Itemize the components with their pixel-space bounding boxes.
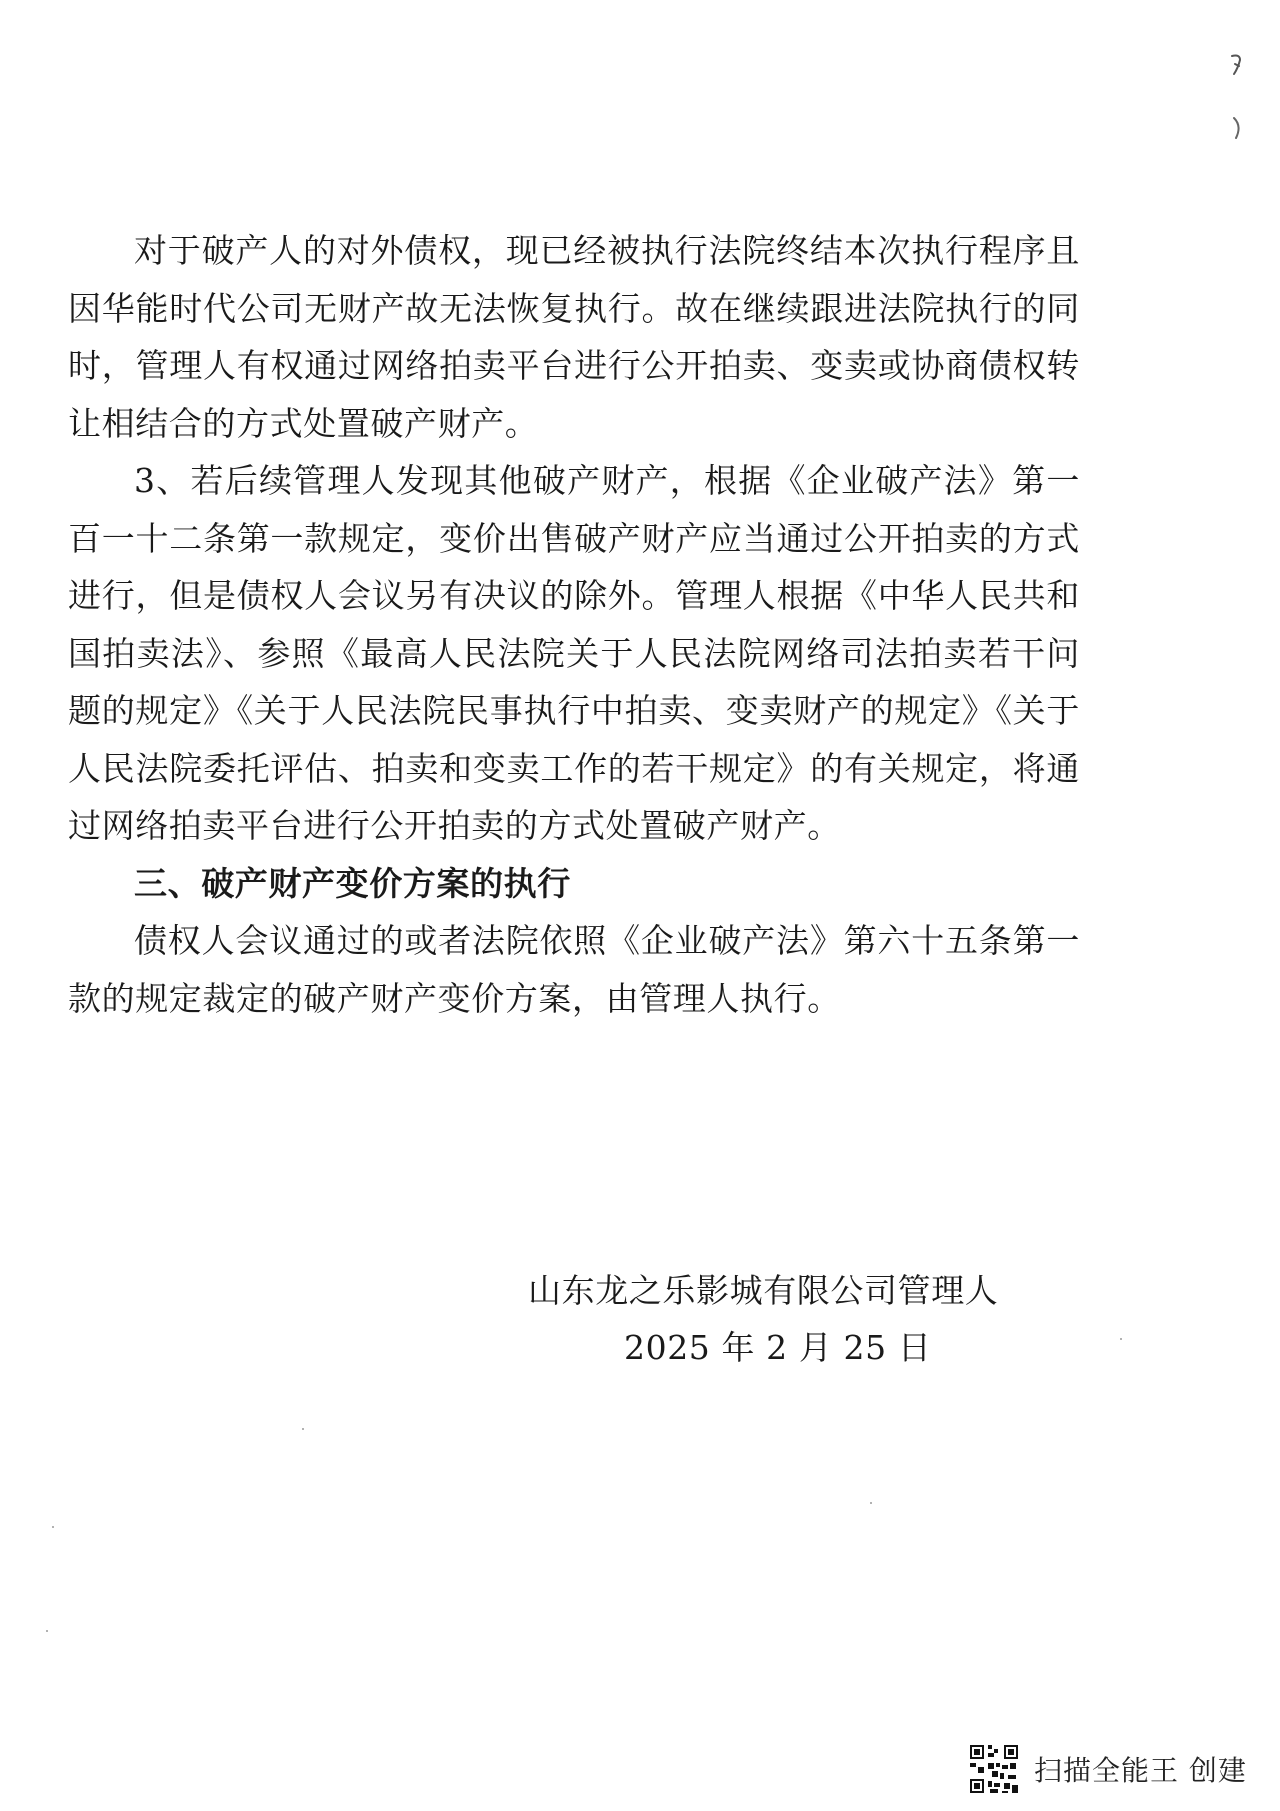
scan-speck (1120, 1338, 1122, 1340)
scan-speck (52, 1526, 54, 1528)
scanner-watermark (968, 1744, 1247, 1794)
scan-speck (870, 1502, 872, 1504)
document-body (68, 222, 1080, 1027)
scan-speck (302, 1428, 304, 1430)
section-heading: 三、破产财产变价方案的执行 (134, 863, 571, 903)
qr-code-icon (968, 1743, 1020, 1795)
signature-block (528, 1262, 1008, 1376)
paragraph-execution: 债权人会议通过的或者法院依照《企业破产法》第六十五条第一款的规定裁定的破产财产变价方案，由管理人执行。 (68, 921, 1080, 1018)
paragraph-other-property: 3、若后续管理人发现其他破产财产，根据《企业破产法》第一百一十二条第一款规定，变价出售破产财产应当通过公开拍卖的方式进行，但是债权人会议另有决议的除外。管理人根据《中华人民共和国拍卖法》、参照《最高人民法院关于人民法院网络司法拍卖若干问题的规定》《关于人民法院民事执行中拍卖、变卖财产的规定》《关于人民法院委托评估、拍卖和变卖工作的若干规定》的有关规定，将通过网络拍卖平台进行公开拍卖的方式处置破产财产。 (68, 461, 1080, 845)
handwritten-page-mark (1228, 52, 1246, 142)
signature-date: 2025 年 2 月 25 日 (624, 1328, 932, 1367)
watermark-text: 扫描全能王 创建 (1034, 1754, 1247, 1787)
paragraph-external-claims: 对于破产人的对外债权，现已经被执行法院终结本次执行程序且因华能时代公司无财产故无法恢复执行。故在继续跟进法院执行的同时，管理人有权通过网络拍卖平台进行公开拍卖、变卖或协商债权转让相结合的方式处置破产财产。 (68, 231, 1080, 443)
scan-speck (46, 1630, 48, 1632)
signature-organization: 山东龙之乐影城有限公司管理人 (528, 1271, 999, 1310)
